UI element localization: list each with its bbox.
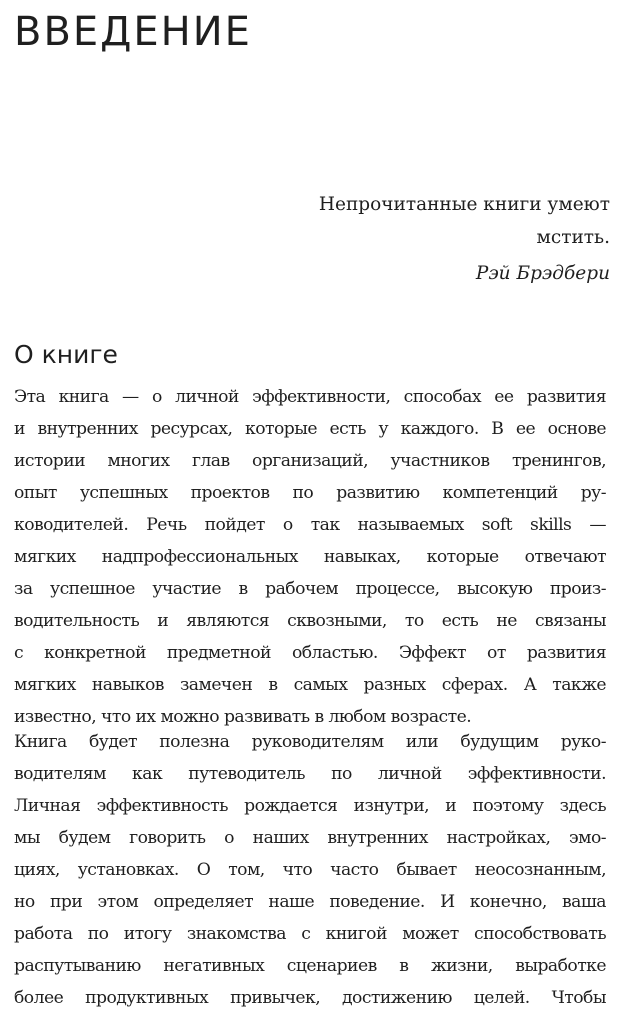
text-line: Эта книга — о личной эффективности, способах ее развития xyxy=(14,387,606,407)
epigraph-line: мстить. xyxy=(536,227,610,248)
text-line: за успешное участие в рабочем процессе, высокую произ- xyxy=(14,579,606,599)
text-line: и внутренних ресурсах, которые есть у каждого. В ее основе xyxy=(14,419,606,439)
text-line: известно, что их можно развивать в любом возрасте. xyxy=(14,707,472,727)
text-line: с конкретной предметной областью. Эффект от развития xyxy=(14,643,606,663)
text-line: водительность и являются сквозными, то есть не связаны xyxy=(14,611,606,631)
chapter-title: ВВЕДЕНИЕ xyxy=(14,9,252,55)
text-line: работа по итогу знакомства с книгой может способствовать xyxy=(14,924,606,944)
text-line: мягких надпрофессиональных навыках, которые отвечают xyxy=(14,547,606,567)
text-line: ководителей. Речь пойдет о так называемых soft skills — xyxy=(14,515,606,535)
section-title: О книге xyxy=(14,340,118,369)
epigraph xyxy=(250,188,610,290)
epigraph-author: Рэй Брэдбери xyxy=(475,263,610,284)
epigraph-line: Непрочитанные книги умеют xyxy=(318,194,610,215)
text-line: опыт успешных проектов по развитию компетенций ру- xyxy=(14,483,606,503)
text-line: но при этом определяет наше поведение. И конечно, ваша xyxy=(14,892,606,912)
text-line: циях, установках. О том, что часто бывает неосознанным, xyxy=(14,860,606,880)
text-line: мягких навыков замечен в самых разных сферах. А также xyxy=(14,675,606,695)
paragraph-1 xyxy=(14,381,606,733)
text-line: водителям как путеводитель по личной эффективности. xyxy=(14,764,606,784)
text-line: истории многих глав организаций, участников тренингов, xyxy=(14,451,606,471)
text-line: Книга будет полезна руководителям или будущим руко- xyxy=(14,732,606,752)
text-line: мы будем говорить о наших внутренних настройках, эмо- xyxy=(14,828,606,848)
text-line: более продуктивных привычек, достижению целей. Чтобы xyxy=(14,988,606,1008)
text-line: распутыванию негативных сценариев в жизни, выработке xyxy=(14,956,606,976)
text-line: Личная эффективность рождается изнутри, и поэтому здесь xyxy=(14,796,606,816)
paragraph-2 xyxy=(14,726,606,1014)
